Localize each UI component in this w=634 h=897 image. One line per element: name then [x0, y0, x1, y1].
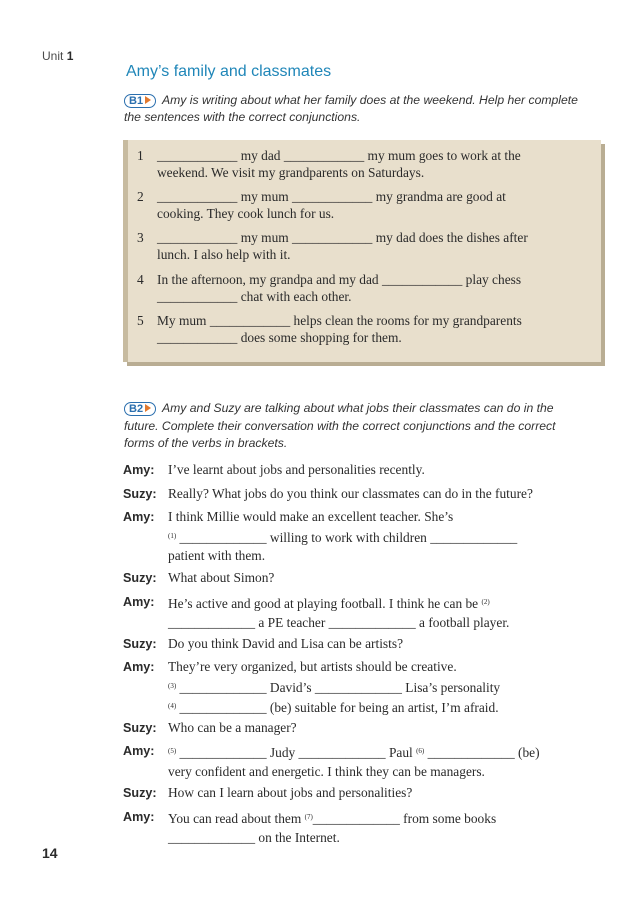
blank-number: (4)	[168, 702, 177, 710]
item-line-1: In the afternoon, my grandpa and my dad ____________ play chess	[157, 272, 522, 287]
item-line-2: weekend. We visit my grandparents on Saturdays.	[157, 165, 425, 180]
speaker-label: Amy:	[123, 595, 155, 609]
item-line-1: ____________ my dad ____________ my mum goes to work at the	[157, 148, 521, 163]
dialogue-text-line	[168, 677, 598, 698]
dialogue-text: What about Simon?	[168, 570, 275, 585]
b1-instruction	[124, 92, 578, 126]
speaker-label: Amy:	[123, 463, 155, 477]
item-number: 4	[137, 272, 144, 287]
dialogue-text-line: _____________ a PE teacher _____________ a football player.	[168, 614, 510, 630]
dialogue-text: Do you think David and Lisa can be artists?	[168, 636, 404, 651]
item-number: 5	[137, 313, 144, 328]
dialogue-text	[168, 658, 598, 718]
item-text	[157, 229, 587, 263]
item-number: 1	[137, 148, 144, 163]
b2-instruction-line-3: forms of the verbs in brackets.	[124, 436, 288, 450]
b1-badge-label: B1	[129, 95, 144, 107]
item-text	[157, 147, 587, 181]
blank-number: (2)	[481, 598, 490, 606]
dialogue-text	[168, 593, 598, 632]
blank-number: (3)	[168, 681, 177, 690]
dialogue-text-line: very confident and energetic. I think they can be managers.	[168, 763, 485, 779]
speaker-label: Amy:	[123, 744, 155, 758]
dialogue-text: Really? What jobs do you think our classmates can do in the future?	[168, 486, 533, 501]
item-text	[157, 312, 587, 346]
page-title: Amy’s family and classmates	[126, 63, 332, 80]
dialogue-text-line: They’re very organized, but artists should be creative.	[168, 659, 457, 674]
unit-number: 1	[66, 49, 74, 63]
dialogue-text-line: I think Millie would make an excellent teacher. She’s	[168, 509, 454, 524]
unit-label	[42, 49, 73, 63]
blank-text: _____________ from some books	[312, 811, 497, 826]
b1-instruction-line-1: Amy is writing about what her family does at the weekend. Help her complete	[162, 93, 578, 107]
dialogue-text	[168, 742, 598, 781]
b2-instruction	[124, 400, 556, 453]
item-number: 3	[137, 230, 144, 245]
item-number: 2	[137, 189, 144, 204]
speaker-label: Suzy:	[123, 786, 157, 800]
item-line-2: cooking. They cook lunch for us.	[157, 206, 335, 221]
blank-number: (5)	[168, 747, 177, 755]
dialogue-text-line	[168, 742, 598, 763]
item-line-1: ____________ my mum ____________ my dad does the dishes after	[157, 230, 528, 245]
blank-number: (7)	[304, 813, 313, 821]
blank-number: (6)	[416, 747, 425, 755]
dialogue-text	[168, 808, 598, 847]
item-line-2: lunch. I also help with it.	[157, 247, 291, 262]
item-line-1: ____________ my mum ____________ my grandma are good at	[157, 189, 506, 204]
item-line-2: ____________ does some shopping for them.	[157, 330, 402, 345]
item-line-2: ____________ chat with each other.	[157, 289, 352, 304]
blank-number: (1)	[168, 531, 177, 540]
speaker-label: Amy:	[123, 810, 155, 824]
speaker-label: Suzy:	[123, 571, 157, 585]
b2-instruction-line-2: future. Complete their conversation with the correct conjunctions and the correct	[124, 418, 556, 433]
dialogue-text-line	[168, 527, 598, 548]
speaker-label: Amy:	[123, 660, 155, 674]
b1-badge	[124, 94, 156, 108]
b1-instruction-line-2: the sentences with the correct conjunctions.	[124, 110, 361, 124]
item-text	[157, 271, 587, 305]
item-text	[157, 188, 587, 222]
blank-text: _____________ (be) suitable for being an artist, I’m afraid.	[176, 700, 499, 715]
blank-text: _____________ David’s _____________ Lisa’s personality	[176, 679, 501, 695]
dialogue-text-line	[168, 697, 598, 718]
speaker-label: Suzy:	[123, 637, 157, 651]
dialogue-text	[168, 508, 598, 566]
text-segment: You can read about them	[168, 811, 305, 826]
play-arrow-icon	[145, 404, 151, 412]
b1-box-strip	[123, 140, 128, 362]
speaker-label: Amy:	[123, 510, 155, 524]
blank-text: _____________ (be)	[424, 745, 540, 760]
item-line-1: My mum ____________ helps clean the rooms for my grandparents	[157, 313, 522, 328]
text-segment: He’s active and good at playing football. I think he can be	[168, 596, 482, 611]
unit-label-text: Unit	[42, 49, 64, 63]
b2-badge-label: B2	[129, 403, 144, 415]
dialogue-text-line	[168, 808, 598, 829]
speaker-label: Suzy:	[123, 487, 157, 501]
dialogue-text: I’ve learnt about jobs and personalities recently.	[168, 462, 425, 477]
dialogue-text: Who can be a manager?	[168, 720, 297, 735]
page-number: 14	[42, 845, 58, 861]
play-arrow-icon	[145, 96, 151, 104]
b2-instruction-line-1: Amy and Suzy are talking about what jobs their classmates can do in the	[162, 401, 554, 415]
b2-badge	[124, 402, 156, 416]
blank-text: _____________ willing to work with children _____________	[176, 529, 518, 545]
dialogue-text-line	[168, 593, 598, 614]
dialogue-text-line: _____________ on the Internet.	[168, 829, 340, 845]
blank-text: _____________ Judy _____________ Paul	[176, 745, 417, 760]
speaker-label: Suzy:	[123, 721, 157, 735]
dialogue-text-line: patient with them.	[168, 548, 266, 563]
dialogue-text: How can I learn about jobs and personalities?	[168, 785, 413, 800]
